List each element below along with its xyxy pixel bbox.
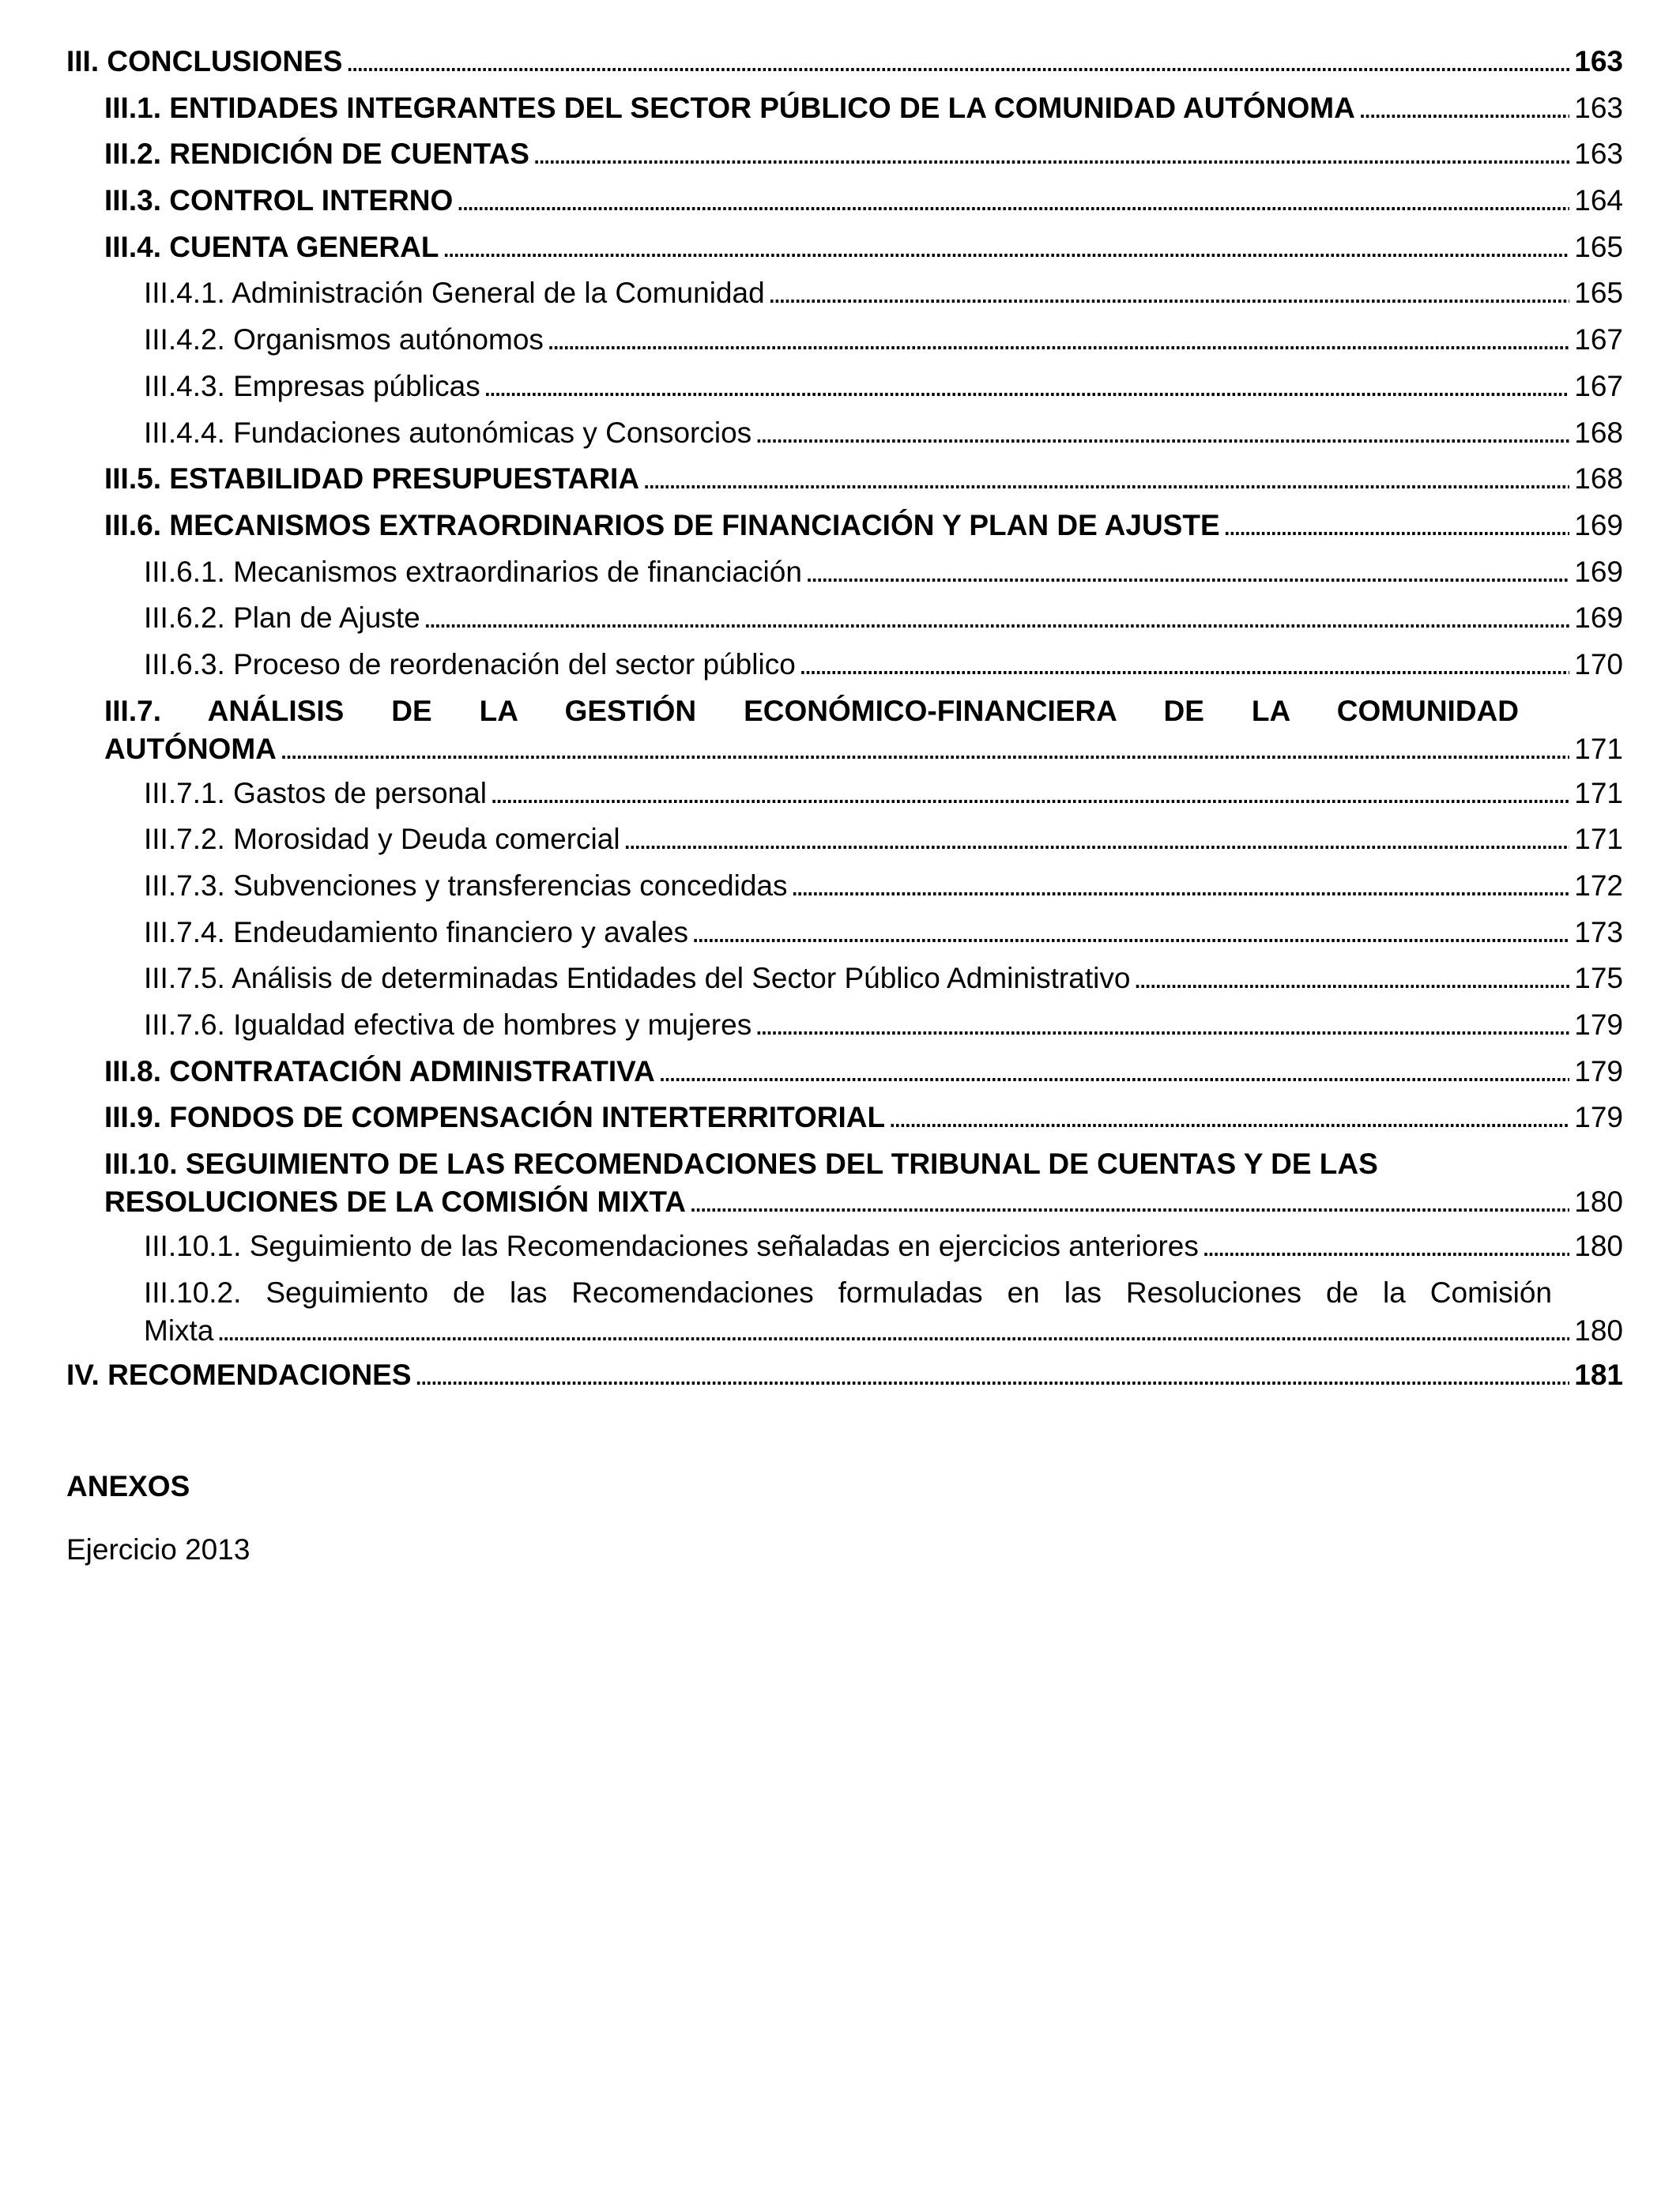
toc-entry-label: III.6.2. Plan de Ajuste [144,601,420,635]
toc-leader-dots [642,462,1569,496]
toc-entry-page: 171 [1574,823,1623,856]
toc-entry-page: 175 [1574,962,1623,995]
toc-leader-dots [456,183,1569,218]
toc-leader-dots [888,1100,1569,1135]
toc-leader-dots [490,776,1569,811]
toc-entry[interactable] [66,961,1623,1008]
toc-leader-dots [1223,508,1569,543]
toc-entry-page: 180 [1574,1186,1623,1219]
toc-entry-label: III.6.3. Proceso de reordenación del sector público [144,647,796,680]
toc-entry-label: IV. RECOMENDACIONES [66,1358,412,1391]
toc-entry[interactable] [66,822,1623,869]
toc-entry[interactable] [66,91,1623,138]
toc-entry-page: 170 [1574,647,1623,680]
toc-entry-page: 173 [1574,915,1623,948]
toc-entry[interactable] [66,1229,1623,1276]
toc-leader-dots [805,555,1569,590]
toc-entry[interactable] [66,230,1623,277]
toc-entry-multiline[interactable] [66,1147,1623,1229]
toc-leader-dots [755,1008,1569,1042]
toc-entry-label: III.7.4. Endeudamiento financiero y avales [144,915,689,948]
toc-entry[interactable] [66,647,1623,694]
toc-entry-label: III.5. ESTABILIDAD PRESUPUESTARIA [104,462,640,496]
toc-leader-dots [799,647,1569,682]
toc-leader-dots [691,915,1569,950]
toc-entry[interactable] [66,776,1623,823]
toc-entry-page: 167 [1574,369,1623,402]
toc-leader-dots [755,416,1569,450]
toc-leader-dots [1202,1229,1569,1264]
toc-entry[interactable] [66,462,1623,508]
toc-leader-dots [345,44,1569,79]
toc-entry-page: 169 [1574,555,1623,588]
toc-entry-label-line2: AUTÓNOMA [104,732,277,765]
toc-entry[interactable] [66,137,1623,183]
toc-entry[interactable] [66,601,1623,647]
toc-entry-page: 179 [1574,1101,1623,1134]
toc-entry[interactable] [66,1100,1623,1147]
toc-leader-dots [623,822,1569,857]
toc-leader-dots [280,732,1569,767]
toc-entry[interactable] [66,322,1623,369]
toc-entry-page: 168 [1574,462,1623,496]
toc-entry-label-line1: III.10. SEGUIMIENTO DE LAS RECOMENDACIONES DEL TRIBUNAL DE CUENTAS Y DE LAS [104,1148,1378,1181]
toc-entry-label: III.9. FONDOS DE COMPENSACIÓN INTERTERRITORIAL [104,1101,886,1134]
toc-entry-label: III.4.4. Fundaciones autonómicas y Consorcios [144,416,752,449]
toc-entry-label: III. CONCLUSIONES [66,45,343,77]
table-of-contents [66,44,1623,1404]
toc-entry-label: III.7.3. Subvenciones y transferencias concedidas [144,869,788,902]
toc-entry-page: 163 [1574,138,1623,171]
toc-entry-page: 168 [1574,416,1623,449]
toc-entry-label: III.7.2. Morosidad y Deuda comercial [144,823,620,856]
toc-entry[interactable] [66,183,1623,230]
toc-leader-dots [547,322,1569,357]
toc-entry-label: III.4. CUENTA GENERAL [104,230,439,263]
toc-leader-dots [1133,961,1569,996]
toc-entry[interactable] [66,416,1623,462]
toc-leader-dots [484,369,1569,404]
toc-entry[interactable] [66,555,1623,601]
toc-entry-label: III.6.1. Mecanismos extraordinarios de financiación [144,555,802,588]
toc-entry-label: III.4.3. Empresas públicas [144,369,480,402]
toc-entry[interactable] [66,369,1623,416]
toc-entry-page: 169 [1574,601,1623,635]
toc-entry-label: III.7.5. Análisis de determinadas Entidades del Sector Público Administrativo [144,962,1131,995]
toc-entry-label: III.6. MECANISMOS EXTRAORDINARIOS DE FINANCIACIÓN Y PLAN DE AJUSTE [104,508,1220,541]
toc-entry-label: III.8. CONTRATACIÓN ADMINISTRATIVA [104,1054,655,1088]
toc-leader-dots [533,137,1569,172]
toc-entry-page: 164 [1574,184,1623,217]
toc-entry-multiline[interactable] [66,1276,1623,1358]
toc-leader-dots [424,601,1569,635]
toc-entry-page: 165 [1574,230,1623,263]
toc-leader-dots [768,276,1569,311]
toc-entry-label: III.3. CONTROL INTERNO [104,184,454,217]
toc-entry-label-line1: III.10.2. Seguimiento de las Recomendaciones formuladas en las Resoluciones de la Comisión [144,1276,1552,1309]
toc-entry-page: 163 [1574,91,1623,124]
toc-entry-label: III.10.1. Seguimiento de las Recomendaciones señaladas en ejercicios anteriores [144,1230,1199,1263]
toc-entry-page: 171 [1574,732,1623,765]
toc-entry[interactable] [66,915,1623,962]
toc-leader-dots [689,1185,1569,1220]
toc-entry-page: 169 [1574,508,1623,541]
toc-entry-page: 181 [1574,1358,1623,1391]
toc-entry-page: 180 [1574,1230,1623,1263]
toc-entry[interactable] [66,1054,1623,1101]
toc-leader-dots [442,230,1569,265]
annex-subtitle: Ejercicio 2013 [66,1533,250,1566]
toc-entry-label: III.2. RENDICIÓN DE CUENTAS [104,138,529,171]
toc-entry-page: 172 [1574,869,1623,902]
toc-entry-label-line2: Mixta [144,1314,214,1347]
toc-entry-page: 163 [1574,45,1623,77]
toc-entry-label: III.4.2. Organismos autónomos [144,323,544,356]
toc-leader-dots [1358,91,1569,126]
toc-entry-label: III.7.1. Gastos de personal [144,776,487,809]
toc-entry[interactable] [66,276,1623,322]
toc-entry-page: 165 [1574,277,1623,310]
toc-entry-page: 171 [1574,776,1623,809]
toc-leader-dots [415,1358,1569,1393]
toc-entry-label: III.1. ENTIDADES INTEGRANTES DEL SECTOR PÚBLICO DE LA COMUNIDAD AUTÓNOMA [104,91,1355,124]
toc-entry[interactable] [66,1008,1623,1054]
toc-entry[interactable] [66,1358,1623,1404]
toc-entry-label: III.4.1. Administración General de la Comunidad [144,277,765,310]
toc-entry-label-line1: III.7. ANÁLISIS DE LA GESTIÓN ECONÓMICO-FINANCIERA DE LA COMUNIDAD [104,694,1519,727]
toc-entry-page: 179 [1574,1054,1623,1088]
toc-entry-page: 180 [1574,1314,1623,1347]
toc-leader-dots [658,1054,1569,1089]
toc-entry-multiline[interactable] [66,694,1623,776]
toc-entry-page: 179 [1574,1008,1623,1042]
toc-entry[interactable] [66,44,1623,91]
toc-entry[interactable] [66,869,1623,915]
toc-leader-dots [790,869,1569,903]
toc-entry-label-line2: RESOLUCIONES DE LA COMISIÓN MIXTA [104,1186,686,1219]
toc-entry-page: 167 [1574,323,1623,356]
annex-heading: ANEXOS [66,1470,190,1502]
toc-leader-dots [217,1314,1569,1348]
toc-entry-label: III.7.6. Igualdad efectiva de hombres y mujeres [144,1008,752,1042]
toc-entry[interactable] [66,508,1623,555]
